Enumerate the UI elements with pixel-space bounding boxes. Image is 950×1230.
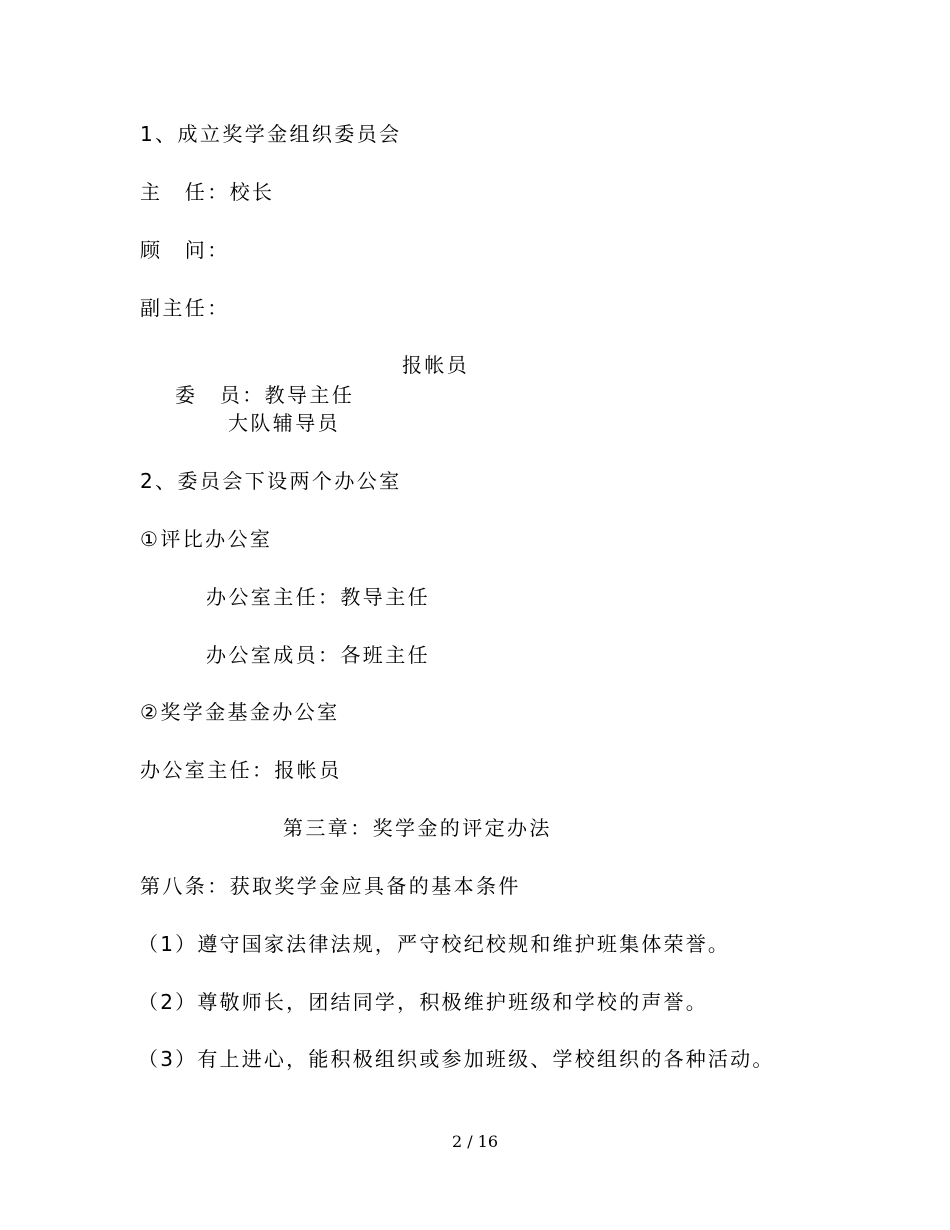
office-2-director: 办公室主任：报帐员: [140, 758, 342, 782]
office-2-heading: ②奖学金基金办公室: [140, 700, 340, 724]
members-line-right: 报帐员: [402, 353, 470, 377]
chapter-3-title: 第三章：奖学金的评定办法: [283, 816, 552, 840]
page-number: 2 / 16: [451, 1132, 499, 1151]
director-line: 主 任：校长: [140, 180, 275, 204]
item-2-heading: 2、委员会下设两个办公室: [140, 469, 402, 493]
office-1-heading: ①评比办公室: [140, 527, 273, 551]
condition-2: （2）尊敬师长，团结同学，积极维护班级和学校的声誉。: [138, 990, 708, 1014]
article-8-title: 第八条：获取奖学金应具备的基本条件: [140, 874, 521, 898]
members-line: [140, 350, 660, 407]
item-1-heading: 1、成立奖学金组织委员会: [140, 122, 402, 146]
members-line-left: 委 员：教导主任: [175, 383, 355, 407]
office-1-director: 办公室主任：教导主任: [206, 585, 430, 609]
members-line-continued: 大队辅导员: [228, 411, 340, 435]
condition-3: （3）有上进心，能积极组织或参加班级、学校组织的各种活动。: [138, 1047, 775, 1071]
advisor-line: 顾 问：: [140, 238, 230, 262]
office-1-members: 办公室成员：各班主任: [206, 643, 430, 667]
deputy-director-line: 副主任：: [140, 296, 230, 320]
condition-1: （1）遵守国家法律法规，严守校纪校规和维护班集体荣誉。: [138, 932, 731, 956]
